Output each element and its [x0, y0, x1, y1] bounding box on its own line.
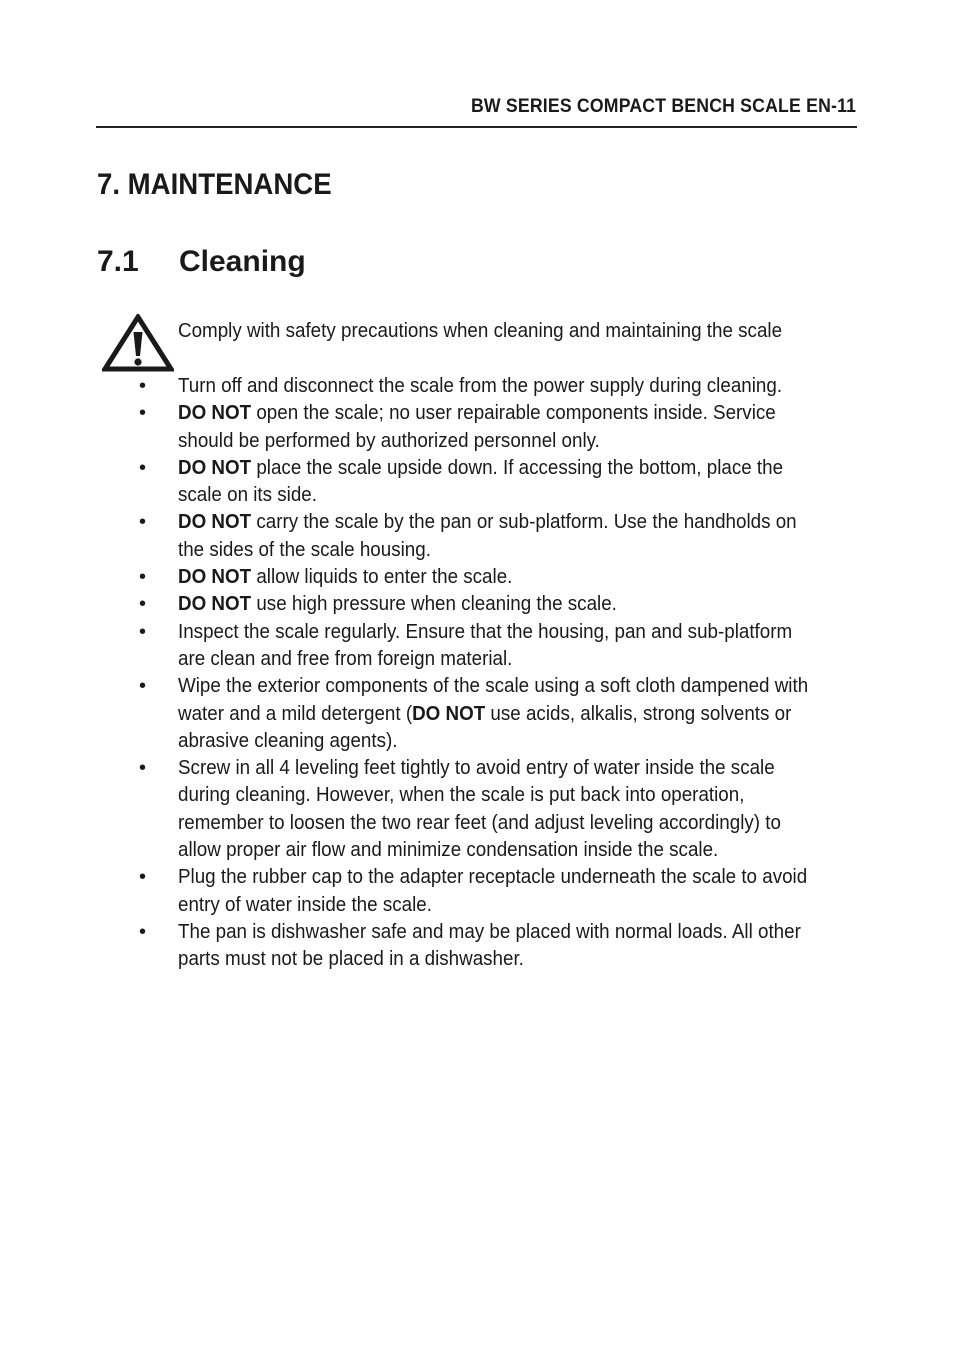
item-text: place the scale upside down. If accessing the bottom, place the	[251, 456, 784, 479]
warning-triangle-icon	[102, 314, 174, 372]
bullet-marker: •	[139, 566, 147, 589]
item-text: use acids, alkalis, strong solvents or	[485, 702, 792, 725]
item-text: Turn off and disconnect the scale from the power supply during cleaning.	[178, 375, 783, 397]
item-text: remember to loosen the two rear feet (and adjust leveling accordingly) to	[178, 811, 781, 834]
item-text: The pan is dishwasher safe and may be placed with normal loads. All other	[178, 920, 801, 943]
item-text: are clean and free from foreign material.	[178, 647, 513, 670]
item-text: use high pressure when cleaning the scale.	[251, 593, 617, 616]
item-text: the sides of the scale housing.	[178, 538, 431, 561]
bullet-marker: •	[139, 402, 147, 425]
list-item	[139, 755, 878, 864]
item-text: entry of water inside the scale.	[178, 893, 432, 916]
bullet-marker: •	[139, 675, 147, 698]
list-item	[139, 564, 878, 591]
item-text: carry the scale by the pan or sub-platform. Use the handholds on	[251, 511, 797, 534]
bullet-marker: •	[139, 375, 147, 397]
bullet-marker: •	[139, 866, 147, 889]
item-text: open the scale; no user repairable components inside. Service	[251, 402, 776, 425]
list-item	[139, 400, 878, 455]
section-title	[97, 245, 306, 279]
do-not-emphasis: DO NOT	[178, 456, 252, 479]
list-item	[139, 673, 878, 755]
section-heading-text: Cleaning	[179, 245, 306, 278]
list-item	[139, 864, 878, 919]
do-not-emphasis: DO NOT	[178, 593, 252, 616]
item-text: allow liquids to enter the scale.	[251, 566, 513, 589]
do-not-emphasis: DO NOT	[178, 511, 252, 534]
item-text: water and a mild detergent (	[178, 702, 413, 725]
do-not-emphasis: DO NOT	[178, 402, 252, 425]
item-text: Plug the rubber cap to the adapter receptacle underneath the scale to avoid	[178, 866, 808, 889]
item-text: scale on its side.	[178, 484, 317, 507]
item-text: Screw in all 4 leveling feet tightly to avoid entry of water inside the scale	[178, 757, 775, 780]
list-item	[139, 455, 878, 510]
item-text: during cleaning. However, when the scale is put back into operation,	[178, 784, 745, 807]
list-item	[139, 619, 878, 674]
cleaning-instructions-list	[139, 373, 878, 974]
item-text: abrasive cleaning agents).	[178, 729, 398, 752]
bullet-marker: •	[139, 456, 147, 479]
do-not-emphasis: DO NOT	[412, 702, 486, 725]
bullet-marker: •	[139, 757, 147, 780]
bullet-marker: •	[139, 920, 147, 943]
list-item	[139, 373, 878, 400]
item-text: should be performed by authorized personnel only.	[178, 429, 600, 452]
list-item	[139, 591, 878, 618]
bullet-marker: •	[139, 593, 147, 616]
section-number: 7.1	[97, 245, 139, 278]
item-text: allow proper air flow and minimize condensation inside the scale.	[178, 839, 719, 862]
running-header: BW SERIES COMPACT BENCH SCALE EN-11	[470, 96, 856, 117]
item-text: parts must not be placed in a dishwasher.	[178, 948, 524, 971]
warning-text: Comply with safety precautions when cleaning and maintaining the scale	[178, 320, 783, 342]
chapter-title: 7. MAINTENANCE	[97, 168, 332, 201]
bullet-marker: •	[139, 511, 147, 534]
bullet-marker: •	[139, 620, 147, 643]
do-not-emphasis: DO NOT	[178, 566, 252, 589]
list-item	[139, 509, 878, 564]
header-divider	[96, 126, 857, 128]
item-text: Inspect the scale regularly. Ensure that the housing, pan and sub-platform	[178, 620, 793, 643]
list-item	[139, 919, 878, 974]
item-text: Wipe the exterior components of the scale using a soft cloth dampened with	[178, 675, 809, 698]
